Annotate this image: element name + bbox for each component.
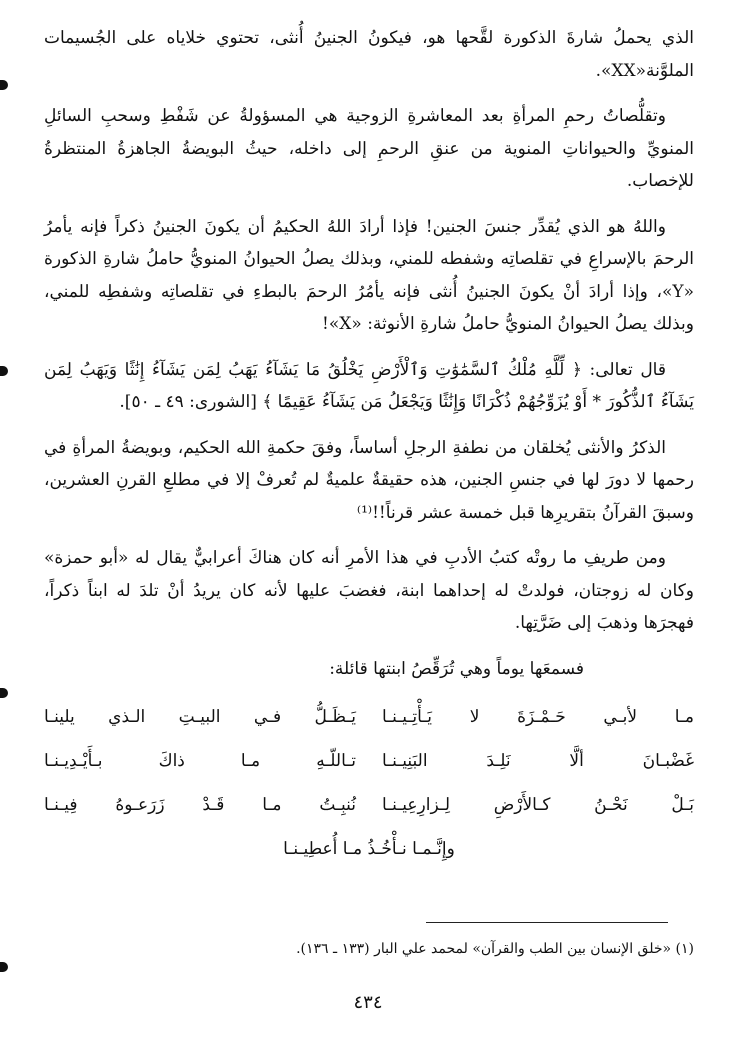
verse-hemistich: بَـلْ نَحْـنُ كـالأَرْضِ لِـزارِعِيـنـا [382, 794, 694, 815]
footnote: (١) «خلق الإنسان بين الطب والقرآن» لمحمد علي البار (١٣٣ ـ ١٣٦). [296, 941, 694, 957]
verse-hemistich: نُنبِـتُ مـا قَـدْ زَرَعـوهُ فِيـنـا [44, 794, 356, 815]
paragraph-1: الذي يحملُ شارةَ الذكورة لقَّحها هو، فيكونُ الجنينُ أُنثى، تحتوي خلاياه على الجُسيمات الملوَّنة«XX». [44, 28, 694, 81]
margin-marker-icon [0, 962, 8, 972]
verse-hemistich: يَـظَـلُّ فـي البيـتِ الـذي يلينـا [44, 706, 356, 727]
paragraph-5: الذكرُ والأنثى يُخلقان من نطفةِ الرجلِ أساساً، وفقَ حكمةِ الله الحكيم، وبويضةُ المرأةِ في رحمها لا دورَ لها في جنسِ الجنين، هذه حقيقةٌ علميةٌ لم تُعرفْ إلا في مطلعِ القرنِ العشرين، وسبقَ القرآنُ بتقريرِها قبل خمسة عشر قرناً!!⁽¹⁾ [44, 437, 694, 523]
verse-line [44, 827, 694, 871]
footnote-divider [426, 922, 668, 923]
verse-hemistich: غَضْبـانَ ألَّا نَلِـدَ البَنِيـنـا [382, 750, 694, 771]
verse-line [44, 695, 694, 739]
verse-hemistich: وإِنَّـمـا نـأْخُـذُ مـا أُعطِيـنـا [283, 838, 455, 859]
page-number: ٤٣٤ [353, 992, 383, 1013]
page-body [44, 22, 694, 871]
paragraph-2: وتقلُّصاتُ رحمِ المرأةِ بعد المعاشرةِ الزوجية هي المسؤولةُ عن شَفْطِ وسحبِ السائلِ المنويِّ والحيواناتِ المنوية من عنقِ الرحمِ إلى داخله، حيثُ البويضةُ الجاهزةُ المنتظرةُ للإخصاب. [44, 106, 694, 191]
verse-hemistich: مـا لأبـي حَـمْـزَةَ لا يَـأْتِـيـنـا [382, 706, 694, 727]
paragraph-3: واللهُ هو الذي يُقدِّر جنسَ الجنين! فإذا أرادَ اللهُ الحكيمُ أن يكونَ الجنينُ ذكراً فإنه يأمرُ الرحمَ بالإسراعِ في تقلصاتِه وشفطه للمني، وبذلك يصلُ الحيوانُ المنويُّ حاملُ شارةِ الذكورة «Y»، وإذا أرادَ أنْ يكونَ الجنينُ أُنثى فإنه يأمُرُ الرحمَ بالبطءِ في تقلصاتِه وشفطِه للمني، وبذلك يصلُ الحيوانُ المنويُّ حاملُ شارةِ الأنوثة: «X»! [44, 216, 694, 334]
verse-hemistich: تـاللّـهِ مـا ذاكَ بـأَيْـدِيـنـا [44, 750, 356, 771]
paragraph-6: ومن طريفِ ما روتْه كتبُ الأدبِ في هذا الأمرِ أنه كان هناكَ أعرابيٌّ يقال له «أبو حمزة» وكان له زوجتان، فولدتْ له إحداهما ابنة، فغضبَ عليها لأنه كان يريدُ أنْ تلدَ له ابناً ذكراً، فهجرَها وذهبَ إلى ضَرَّتِها. [44, 548, 694, 633]
margin-marker-icon [0, 688, 8, 698]
margin-marker-icon [0, 366, 8, 376]
quran-quote: قال تعالى: ﴿ لِّلَّهِ مُلْكُ ٱلسَّمَٰوَٰتِ وَٱلْأَرْضِ يَخْلُقُ مَا يَشَآءُ يَهَبُ لِمَن يَشَآءُ إِنَٰثًا وَيَهَبُ لِمَن يَشَآءُ ٱلذُّكُورَ * أَوْ يُزَوِّجُهُمْ ذُكْرَانًا وَإِنَٰثًا وَيَجْعَلُ مَن يَشَآءُ عَقِيمًا ﴾ [الشورى: ٤٩ ـ ٥٠]. [44, 359, 694, 412]
verse-line [44, 783, 694, 827]
verse-intro: فسمعَها يوماً وهي تُرَقِّصُ ابنتها قائلة: [329, 658, 584, 679]
margin-marker-icon [0, 80, 8, 90]
verse-line [44, 739, 694, 783]
